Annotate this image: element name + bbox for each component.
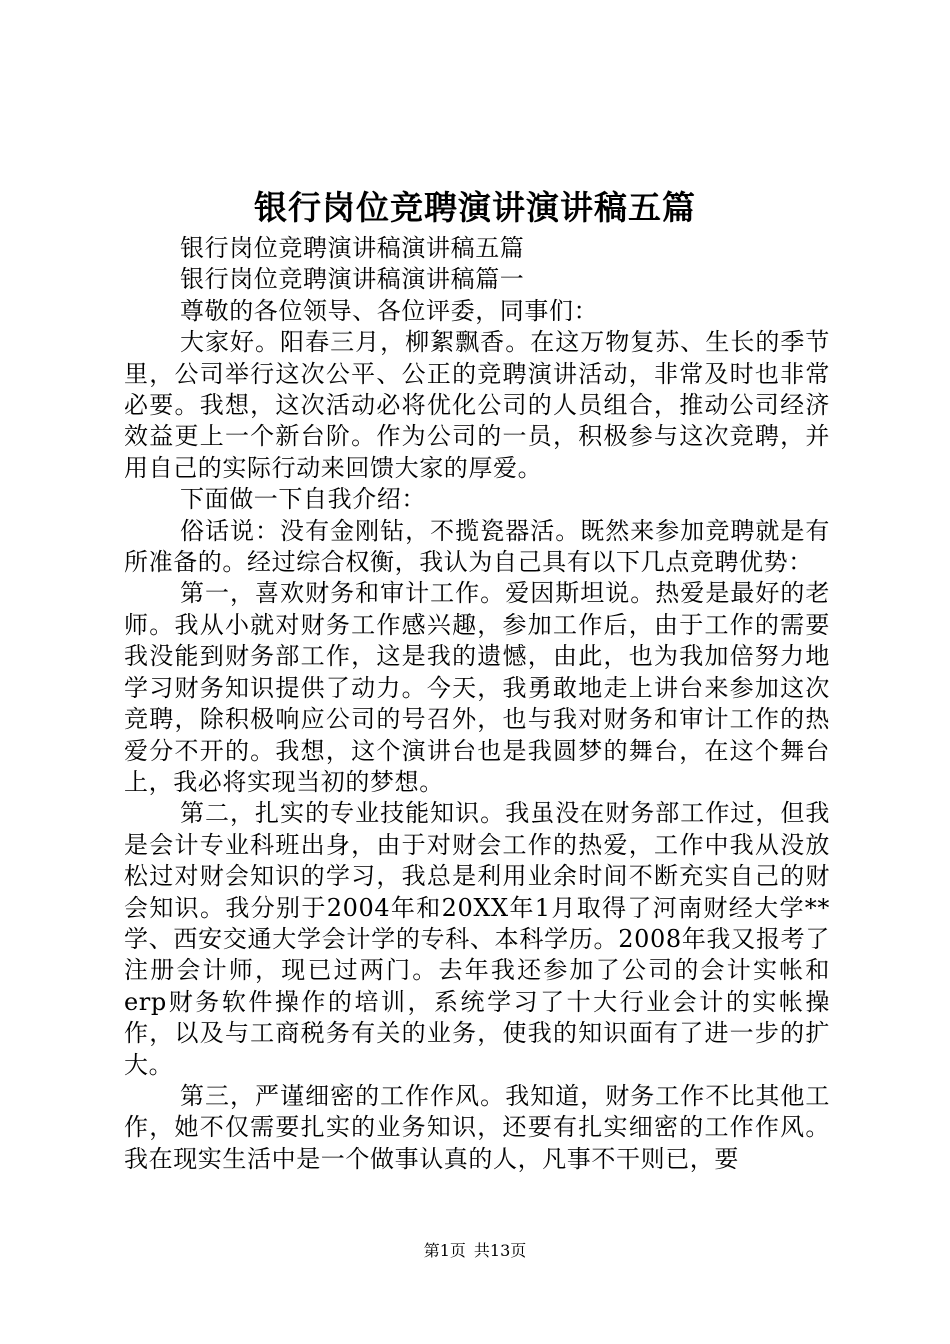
paragraph: 下面做一下自我介绍：: [180, 485, 426, 514]
paragraph: 尊敬的各位领导、各位评委，同事们：: [180, 296, 599, 325]
paragraph: 第二，扎实的专业技能知识。我虽没在财务部工作过，但我是会计专业科班出身，由于对财会工作的热爱，工作中我从没放松过对财会知识的学习，我总是利用业余时间不断充实自己的财会知识。我分别于2004年和20XX年1月取得了河南财经大学**学、西安交通大学会计学的专科、本科学历。2008年我又报考了注册会计师，现已过两门。去年我还参加了公司的会计实帐和erp财务软件操作的培训，系统学习了十大行业会计的实帐操作，以及与工商税务有关的业务，使我的知识面有了进一步的扩大。: [124, 799, 830, 1079]
paragraph: 第一，喜欢财务和审计工作。爱因斯坦说。热爱是最好的老师。我从小就对财务工作感兴趣，参加工作后，由于工作的需要我没能到财务部工作，这是我的遗憾，由此，也为我加倍努力地学习财务知识提供了动力。今天，我勇敢地走上讲台来参加这次竞聘，除积极响应公司的号召外，也与我对财务和审计工作的热爱分不开的。我想，这个演讲台也是我圆梦的舞台，在这个舞台上，我必将实现当初的梦想。: [124, 579, 830, 796]
document-title: 银行岗位竞聘演讲演讲稿五篇: [254, 188, 696, 227]
paragraph: 俗话说：没有金刚钻，不揽瓷器活。既然来参加竞聘就是有所准备的。经过综合权衡，我认为自己具有以下几点竞聘优势：: [124, 516, 830, 577]
page-number: 第1页: [423, 1241, 466, 1260]
paragraph: 大家好。阳春三月，柳絮飘香。在这万物复苏、生长的季节里，公司举行这次公平、公正的竞聘演讲活动，非常及时也非常必要。我想，这次活动必将优化公司的人员组合，推动公司经济效益更上一个新台阶。作为公司的一员，积极参与这次竞聘，并用自己的实际行动来回馈大家的厚爱。: [124, 328, 830, 482]
paragraph: 银行岗位竞聘演讲稿演讲稿篇一: [180, 265, 525, 294]
paragraph: 银行岗位竞聘演讲稿演讲稿五篇: [180, 234, 525, 262]
paragraph: 第三，严谨细密的工作作风。我知道，财务工作不比其他工作，她不仅需要扎实的业务知识，还要有扎实细密的工作作风。我在现实生活中是一个做事认真的人，凡事不干则已，要: [124, 1081, 830, 1173]
document-body: [124, 233, 830, 1175]
page-footer: [0, 1240, 950, 1262]
page-total: 共13页: [473, 1241, 527, 1260]
